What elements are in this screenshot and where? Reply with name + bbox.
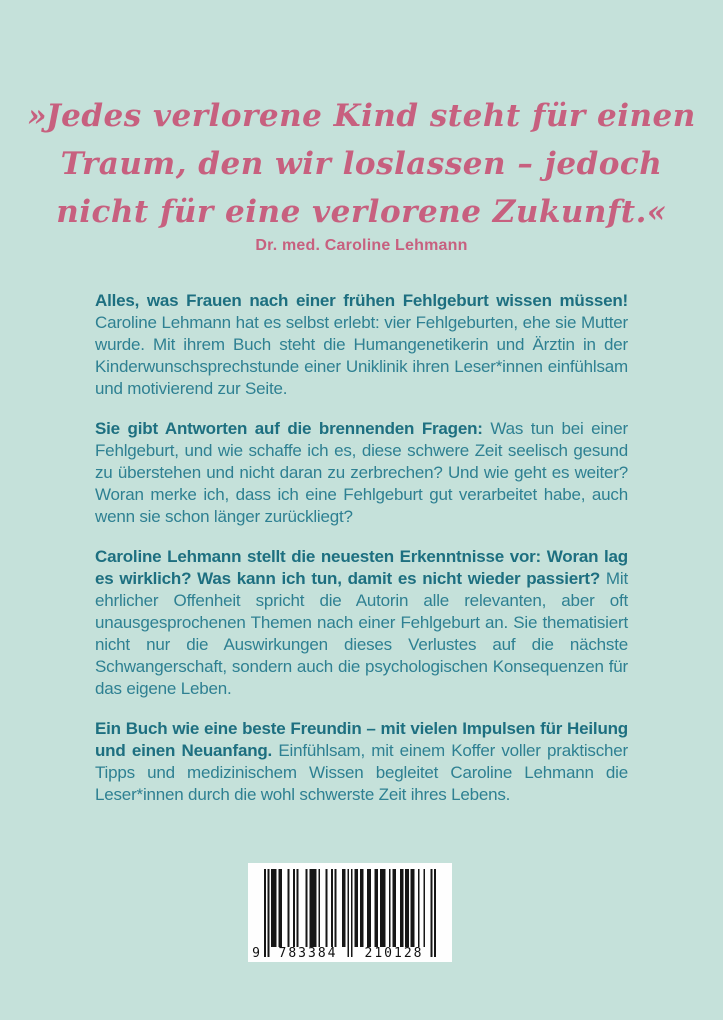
blurb-paragraph-3 (95, 546, 628, 700)
paragraph-lead-text: Sie gibt Antworten auf die brennenden Fragen: (95, 419, 483, 438)
paragraph-body-text: Caroline Lehmann hat es selbst erlebt: vier Fehlgeburten, ehe sie Mutter wurde. Mit ihrem Buch steht die Humangenetikerin und Ärztin in der Kinderwunschsprechstunde einer Uniklinik ihren Leser*innen einfühlsam und motivierend zur Seite. (95, 313, 628, 398)
barcode-panel (248, 863, 452, 962)
barcode-digits-right: 210128 (364, 946, 424, 961)
paragraph-body-text: Was tun bei einer Fehlgeburt, und wie schaffe ich es, diese schwere Zeit seelisch gesund zu überstehen und nicht daran zu zerbrechen? Und wie geht es weiter? Woran merke ich, dass ich eine Fehlgeburt gut verarbeitet habe, auch wenn sie schon länger zurückliegt? (95, 419, 628, 526)
blurb-paragraph-1 (95, 290, 628, 400)
paragraph-lead-text: Alles, was Frauen nach einer frühen Fehlgeburt wissen müssen! (95, 291, 628, 310)
quote-attribution: Dr. med. Caroline Lehmann (255, 237, 468, 254)
blurb-paragraph-4 (95, 718, 628, 806)
quote-line-2: Traum, den wir loslassen – jedoch (60, 146, 663, 182)
blurb-paragraph-2 (95, 418, 628, 528)
blurb-section (95, 290, 628, 824)
paragraph-body-text: Einfühlsam, mit einem Koffer voller praktischer Tipps und medizinischem Wissen begleitet Caroline Lehmann die Leser*innen durch die wohl schwerste Zeit ihres Lebens. (95, 741, 628, 804)
barcode-digit-first: 9 (252, 946, 260, 961)
paragraph-lead-text: Ein Buch wie eine beste Freundin – mit vielen Impulsen für Heilung und einen Neuanfang. (95, 719, 628, 760)
quote-line-1: »Jedes verlorene Kind steht für einen (27, 98, 696, 134)
quote-block (0, 92, 723, 236)
paragraph-body-text: Mit ehrlicher Offenheit spricht die Autorin alle relevanten, aber oft unausgesprochenen Themen nach einer Fehlgeburt an. Sie thematisiert nicht nur die Auswirkungen dieses Verlustes auf die nächste Schwangerschaft, sondern auch die psychologischen Konsequenzen für das eigene Leben. (95, 569, 628, 698)
ean13-barcode (264, 869, 436, 957)
quote-line-3: nicht für eine verlorene Zukunft.« (56, 194, 667, 230)
paragraph-lead-text: Caroline Lehmann stellt die neuesten Erkenntnisse vor: Woran lag es wirklich? Was kann ich tun, damit es nicht wieder passiert? (95, 547, 628, 588)
barcode-digits-left: 783384 (278, 946, 338, 961)
